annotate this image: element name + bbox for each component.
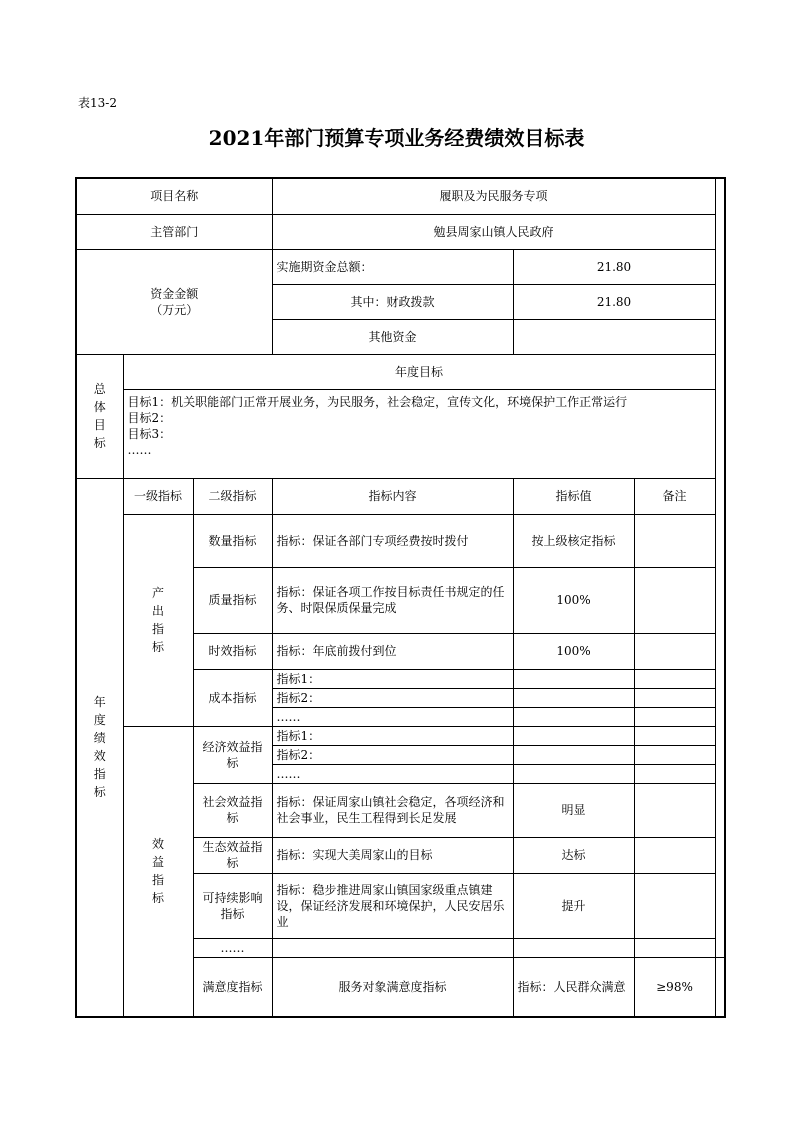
cost-indicator-item1: 指标1： — [272, 669, 513, 688]
other-funds-label: 其他资金 — [272, 319, 513, 354]
header-level1: 一级指标 — [123, 478, 193, 514]
timeliness-indicator-note — [634, 633, 715, 669]
quality-indicator-note — [634, 567, 715, 633]
economic-indicator-item1: 指标1： — [272, 726, 513, 745]
total-funds-value: 21.80 — [513, 249, 715, 284]
page-title: 2021年部门预算专项业务经费绩效目标表 — [208, 126, 585, 150]
funds-label — [76, 249, 272, 354]
total-funds-label: 实施期资金总额： — [272, 249, 513, 284]
header-content: 指标内容 — [272, 478, 513, 514]
cost-indicator-value1 — [513, 669, 634, 688]
other-funds-value — [513, 319, 715, 354]
social-indicator-value: 明显 — [513, 783, 634, 837]
overall-goal-label: 总 体 目 标 — [76, 354, 123, 478]
fiscal-funds-value: 21.80 — [513, 284, 715, 319]
economic-indicator-label: 经济效益指标 — [193, 726, 272, 783]
satisfaction-level1-label: 满意度指标 — [193, 957, 272, 1017]
social-indicator-content: 指标：保证周家山镇社会稳定，各项经济和社会事业，民生工程得到长足发展 — [272, 783, 513, 837]
sustainable-indicator-note — [634, 873, 715, 938]
project-name-value: 履职及为民服务专项 — [272, 178, 715, 214]
quantity-indicator-note — [634, 514, 715, 567]
department-label: 主管部门 — [76, 214, 272, 249]
ecological-indicator-note — [634, 837, 715, 873]
benefit-more-note — [634, 938, 715, 957]
goal-1: 目标1：机关职能部门正常开展业务，为民服务，社会稳定，宣传文化，环境保护工作正常运行 — [127, 394, 628, 409]
cost-indicator-item2: 指标2： — [272, 688, 513, 707]
satisfaction-indicator-note — [715, 957, 725, 1017]
overall-goal-list — [123, 389, 715, 478]
cost-indicator-value2 — [513, 688, 634, 707]
economic-indicator-more: …… — [272, 764, 513, 783]
fiscal-funds-label: 其中：财政拨款 — [272, 284, 513, 319]
goal-more: …… — [127, 442, 152, 457]
quality-indicator-content: 指标：保证各项工作按目标责任书规定的任务、时限保质保量完成 — [272, 567, 513, 633]
cost-indicator-label: 成本指标 — [193, 669, 272, 726]
annual-indicator-label: 年 度 绩 效 指 标 — [76, 478, 123, 1017]
benefit-more-content — [272, 938, 513, 957]
department-value: 勉县周家山镇人民政府 — [272, 214, 715, 249]
economic-indicator-note2 — [634, 745, 715, 764]
project-name-label: 项目名称 — [76, 178, 272, 214]
cost-indicator-value3 — [513, 707, 634, 726]
timeliness-indicator-content: 指标：年底前拨付到位 — [272, 633, 513, 669]
satisfaction-indicator-content: 指标：人民群众满意 — [513, 957, 634, 1017]
quantity-indicator-content: 指标：保证各部门专项经费按时拨付 — [272, 514, 513, 567]
header-value: 指标值 — [513, 478, 634, 514]
social-indicator-label: 社会效益指标 — [193, 783, 272, 837]
goal-3: 目标3： — [127, 426, 172, 441]
quality-indicator-value: 100% — [513, 567, 634, 633]
benefit-more-label: …… — [193, 938, 272, 957]
sustainable-indicator-content: 指标：稳步推进周家山镇国家级重点镇建设，保证经济发展和环境保护，人民安居乐业 — [272, 873, 513, 938]
annual-goal-header: 年度目标 — [123, 354, 715, 389]
cost-indicator-more: …… — [272, 707, 513, 726]
ecological-indicator-label: 生态效益指标 — [193, 837, 272, 873]
social-indicator-note — [634, 783, 715, 837]
timeliness-indicator-value: 100% — [513, 633, 634, 669]
header-note: 备注 — [634, 478, 715, 514]
benefit-indicator-label: 效 益 指 标 — [123, 726, 193, 1017]
goal-2: 目标2： — [127, 410, 172, 425]
cost-indicator-note1 — [634, 669, 715, 688]
table-number: 表13-2 — [78, 96, 117, 110]
benefit-more-value — [513, 938, 634, 957]
quality-indicator-label: 质量指标 — [193, 567, 272, 633]
sustainable-indicator-value: 提升 — [513, 873, 634, 938]
satisfaction-indicator-value: ≥98% — [634, 957, 715, 1017]
economic-indicator-note1 — [634, 726, 715, 745]
cost-indicator-note2 — [634, 688, 715, 707]
ecological-indicator-content: 指标：实现大美周家山的目标 — [272, 837, 513, 873]
cost-indicator-note3 — [634, 707, 715, 726]
economic-indicator-note3 — [634, 764, 715, 783]
header-level2: 二级指标 — [193, 478, 272, 514]
timeliness-indicator-label: 时效指标 — [193, 633, 272, 669]
economic-indicator-value1 — [513, 726, 634, 745]
output-indicator-label: 产 出 指 标 — [123, 514, 193, 726]
funds-label-text: 资金金额 — [150, 286, 199, 301]
economic-indicator-value3 — [513, 764, 634, 783]
quantity-indicator-label: 数量指标 — [193, 514, 272, 567]
quantity-indicator-value: 按上级核定指标 — [513, 514, 634, 567]
performance-target-table — [75, 177, 726, 1018]
economic-indicator-item2: 指标2： — [272, 745, 513, 764]
economic-indicator-value2 — [513, 745, 634, 764]
ecological-indicator-value: 达标 — [513, 837, 634, 873]
sustainable-indicator-label: 可持续影响指标 — [193, 873, 272, 938]
satisfaction-indicator-label: 服务对象满意度指标 — [272, 957, 513, 1017]
funds-unit: （万元） — [150, 302, 199, 317]
